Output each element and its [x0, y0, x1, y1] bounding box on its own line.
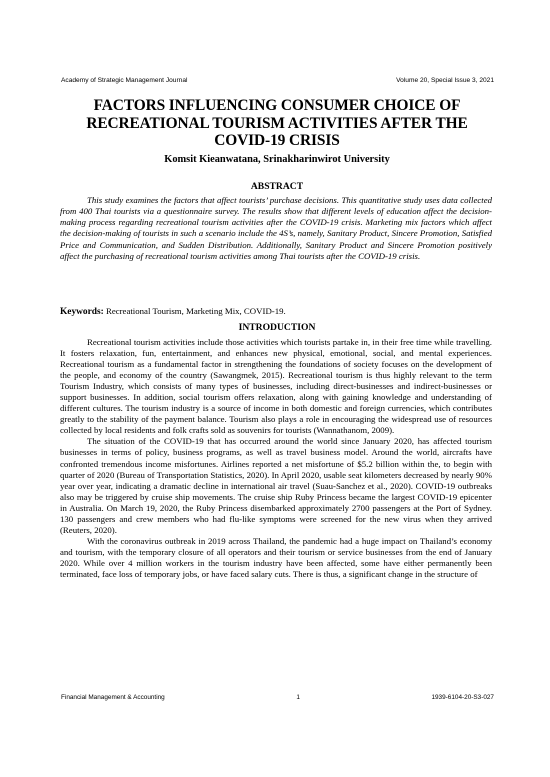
page-number: 1	[296, 694, 300, 701]
introduction-body	[60, 337, 492, 580]
running-header	[61, 77, 494, 84]
abstract-heading: ABSTRACT	[250, 181, 304, 192]
body-paragraph: The situation of the COVID-19 that has occurred around the world since January 2020, has affected tourism businesses in terms of policy, business programs, as well as travel business model. Around the world, aircrafts have confronted tremendous income misfortunes. Airlines reported a net misfortune of $5.2 billion within the, to begin with quarter of 2020 (Bureau of Transportation Statistics, 2020). In April 2020, usable seat kilometers decreased by nearly 90% year over year, indicating a dramatic decline in international air travel (Suau-Sanchez et al., 2020). COVID-19 outbreaks also may be triggered by cruise ship movements. The cruise ship Ruby Princess became the largest COVID-19 epicenter in Australia. On March 19, 2020, the Ruby Princess disembarked approximately 2700 passengers at the Port of Sydney. 130 passengers and crew members who had flu-like symptoms were screened for the new virus when they arrived (Reuters, 2020).	[60, 436, 492, 535]
page-footer	[61, 694, 494, 701]
footer-section: Financial Management & Accounting	[61, 694, 165, 701]
paper-title: FACTORS INFLUENCING CONSUMER CHOICE OF RECREATIONAL TOURISM ACTIVITIES AFTER THE COVID-19 CRISIS	[86, 97, 468, 149]
keywords-label: Keywords:	[60, 307, 104, 317]
article-id: 1939-6104-20-S3-027	[431, 694, 494, 701]
introduction-heading: INTRODUCTION	[238, 322, 316, 333]
author-line: Komsit Kieanwatana, Srinakharinwirot University	[164, 154, 390, 165]
volume-info: Volume 20, Special Issue 3, 2021	[396, 77, 494, 84]
body-paragraph: Recreational tourism activities include those activities which tourists partake in, in their free time while travelling. It fosters relaxation, fun, entertainment, and enhances new physical, emotional, social, and mental experiences. Recreational tourism as a fundamental factor in strengthening the foundations of society focuses on the development of the people, and economy of the country (Sawangmek, 2015). Recreational tourism is thus highly relevant to the term Tourism Industry, which consists of many types of businesses, including direct-businesses and indirect-businesses or support businesses. In addition, social tourism offers relaxation, along with gaining knowledge and understanding of different cultures. The tourism industry is a source of income in both domestic and foreign currencies, which contributes greatly to the stability of the payment balance. Tourism also plays a role in encouraging the widespread use of resources collected by local residents and folk crafts sold as souvenirs for tourists (Wannathanom, 2009).	[60, 337, 492, 436]
keywords-line	[60, 306, 494, 318]
journal-name: Academy of Strategic Management Journal	[61, 77, 188, 84]
keywords-text: Recreational Tourism, Marketing Mix, COVID-19.	[103, 306, 286, 316]
abstract-text: This study examines the factors that affect tourists’ purchase decisions. This quantitative study uses data collected from 400 Thai tourists via a questionnaire survey. The results show that different levels of education affect the decision-making process regarding recreational tourism activities after the COVID-19 crisis. Marketing mix factors which affect the decision-making of tourists in such a scenario include the 4S’s, namely, Sanitary Product, Sincere Promotion, Satisfied Price and Communication, and Sudden Distribution. Additionally, Sanitary Product and Sincere Promotion positively affect the purchasing of recreational tourism activities among Thai tourists after the COVID-19 crisis.	[60, 195, 492, 261]
body-paragraph: With the coronavirus outbreak in 2019 across Thailand, the pandemic had a huge impact on Thailand’s economy and tourism, with the temporary closure of all operators and their tourism or service businesses from the end of January 2020. While over 4 million workers in the tourism industry have been affected, some have either permanently been terminated, face loss of temporary jobs, or have faced salary cuts. There is thus, a significant change in the structure of	[60, 535, 492, 579]
